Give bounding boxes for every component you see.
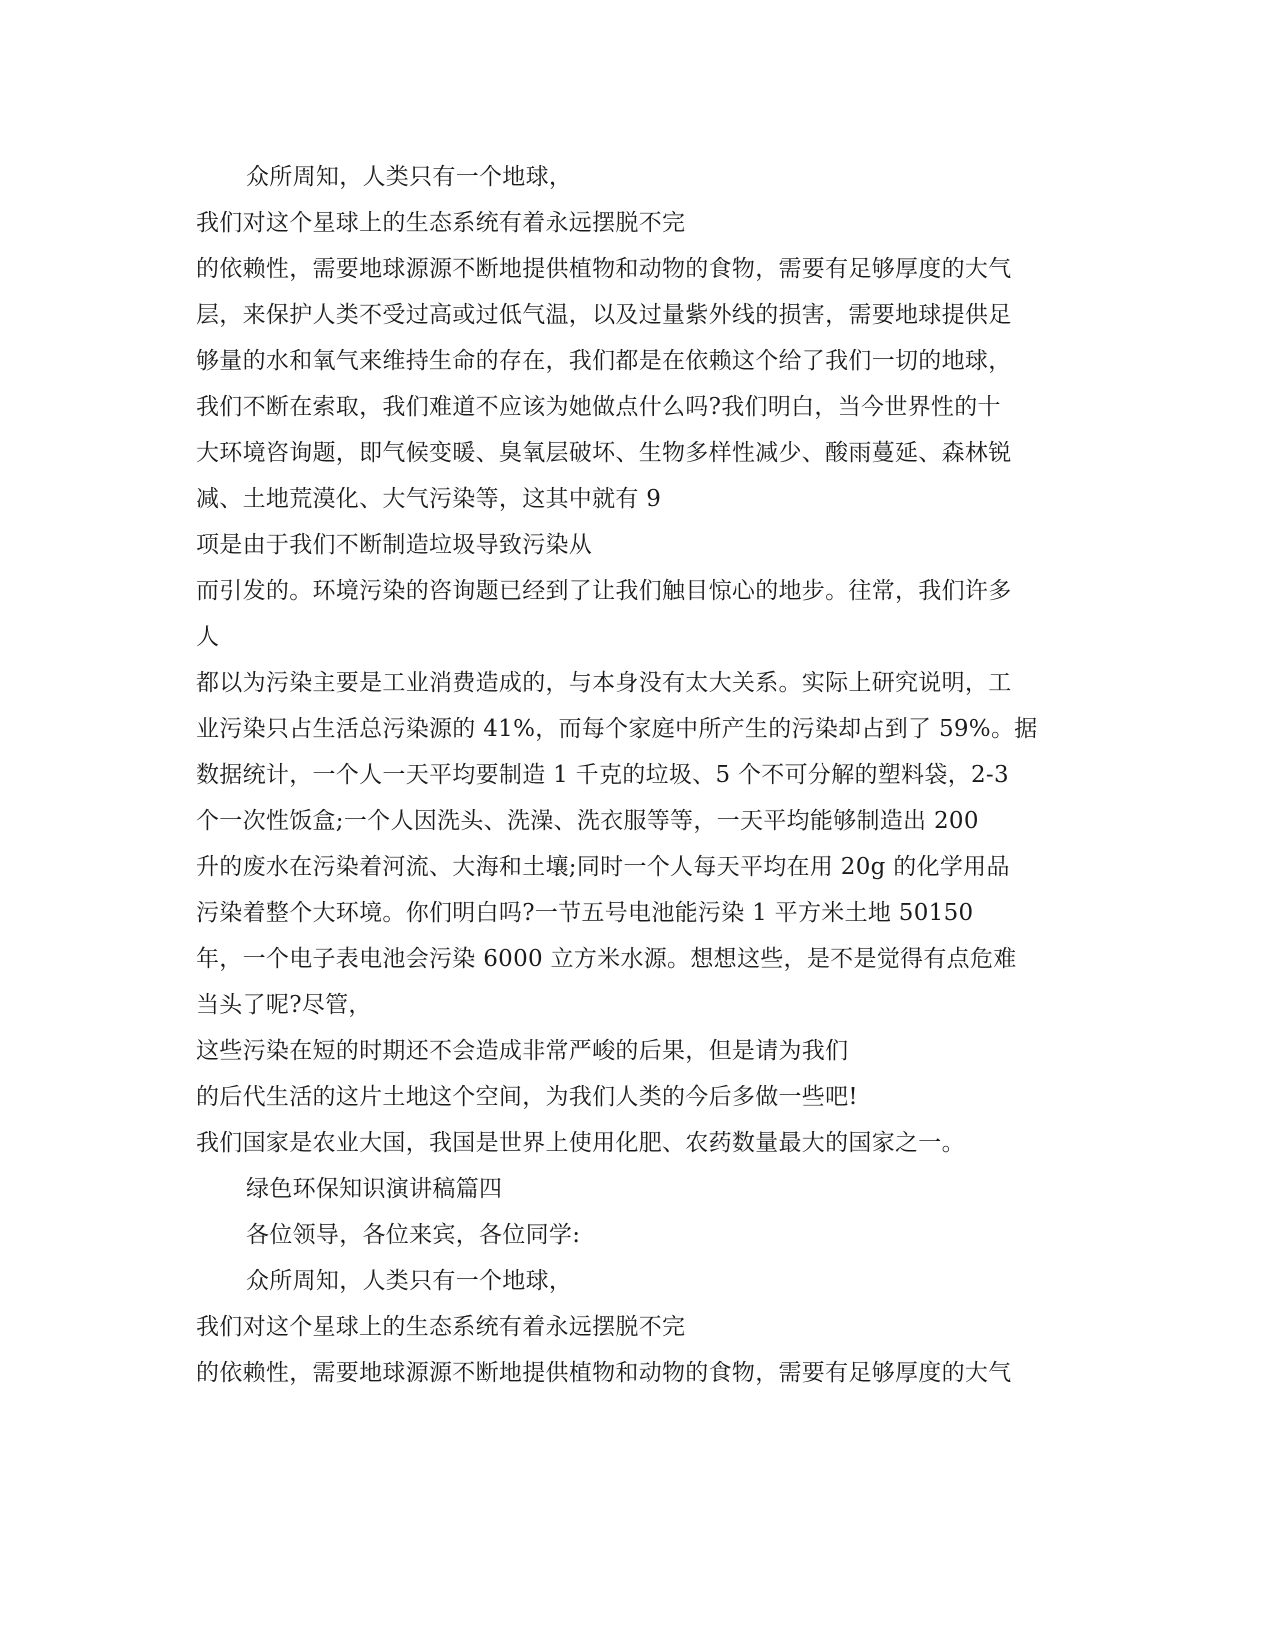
paragraph-line: 升的废水在污染着河流、大海和土壤;同时一个人每天平均在用 20g 的化学用品 — [196, 854, 1010, 880]
paragraph-line: 人 — [196, 624, 220, 650]
paragraph-line: 我们对这个星球上的生态系统有着永远摆脱不完 — [196, 210, 686, 236]
paragraph-line: 减、土地荒漠化、大气污染等，这其中就有 9 — [196, 486, 662, 512]
paragraph-line: 我们对这个星球上的生态系统有着永远摆脱不完 — [196, 1314, 686, 1340]
paragraph-line-indented: 绿色环保知识演讲稿篇四 — [246, 1176, 503, 1202]
paragraph-line: 污染着整个大环境。你们明白吗?一节五号电池能污染 1 平方米土地 50150 — [196, 900, 974, 926]
paragraph-line: 而引发的。环境污染的咨询题已经到了让我们触目惊心的地步。往常，我们许多 — [196, 578, 1012, 604]
paragraph-line: 业污染只占生活总污染源的 41%，而每个家庭中所产生的污染却占到了 59%。据 — [196, 716, 1038, 742]
paragraph-line: 个一次性饭盒;一个人因洗头、洗澡、洗衣服等等，一天平均能够制造出 200 — [196, 808, 979, 834]
paragraph-line: 层，来保护人类不受过高或过低气温，以及过量紫外线的损害，需要地球提供足 — [196, 302, 1012, 328]
paragraph-line: 够量的水和氧气来维持生命的存在，我们都是在依赖这个给了我们一切的地球， — [196, 348, 1012, 374]
paragraph-line: 年，一个电子表电池会污染 6000 立方米水源。想想这些，是不是觉得有点危难 — [196, 946, 1017, 972]
paragraph-line: 我们国家是农业大国，我国是世界上使用化肥、农药数量最大的国家之一。 — [196, 1130, 965, 1156]
paragraph-line: 大环境咨询题，即气候变暖、臭氧层破坏、生物多样性减少、酸雨蔓延、森林锐 — [196, 440, 1012, 466]
paragraph-line: 项是由于我们不断制造垃圾导致污染从 — [196, 532, 593, 558]
document-body — [196, 154, 1076, 1396]
paragraph-line-indented: 各位领导，各位来宾，各位同学: — [246, 1222, 581, 1248]
paragraph-line: 的依赖性，需要地球源源不断地提供植物和动物的食物，需要有足够厚度的大气 — [196, 256, 1012, 282]
paragraph-line-indented: 众所周知，人类只有一个地球， — [246, 1268, 573, 1294]
paragraph-line: 数据统计，一个人一天平均要制造 1 千克的垃圾、5 个不可分解的塑料袋，2-3 — [196, 762, 1009, 788]
paragraph-line: 这些污染在短的时期还不会造成非常严峻的后果，但是请为我们 — [196, 1038, 849, 1064]
paragraph-line-indented: 众所周知，人类只有一个地球， — [246, 164, 573, 190]
paragraph-line: 当头了呢?尽管， — [196, 992, 372, 1018]
paragraph-line: 的依赖性，需要地球源源不断地提供植物和动物的食物，需要有足够厚度的大气 — [196, 1360, 1012, 1386]
paragraph-line: 都以为污染主要是工业消费造成的，与本身没有太大关系。实际上研究说明，工 — [196, 670, 1012, 696]
paragraph-line: 的后代生活的这片土地这个空间，为我们人类的今后多做一些吧! — [196, 1084, 858, 1110]
paragraph-line: 我们不断在索取，我们难道不应该为她做点什么吗?我们明白，当今世界性的十 — [196, 394, 1001, 420]
